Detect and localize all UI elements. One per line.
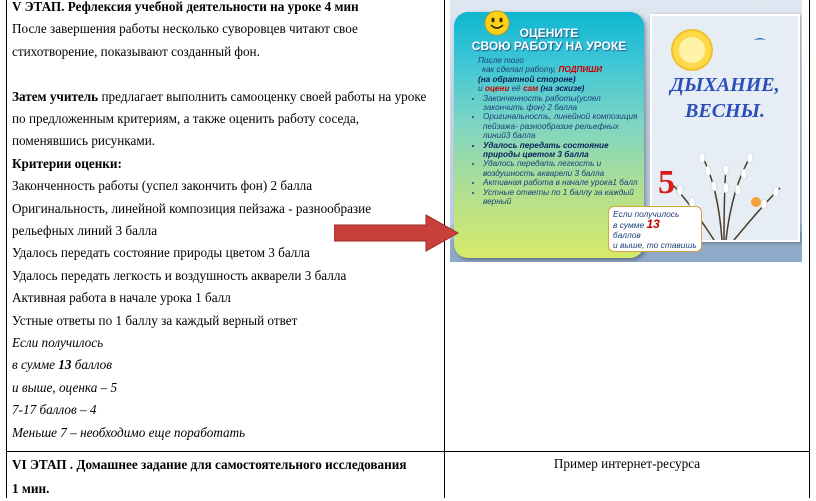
grade-line: и выше, оценка – 5: [12, 379, 118, 395]
grade-line: Если получилось: [12, 335, 104, 351]
grade-line: 7-17 баллов – 4: [12, 402, 97, 418]
criteria-item: Активная работа в начале урока 1 балл: [12, 290, 231, 306]
criteria-title: Критерии оценки:: [12, 155, 122, 171]
criteria-item: Устные ответы по 1 баллу за каждый верный ответ: [12, 312, 298, 328]
table-row-divider: [6, 451, 810, 452]
stage5-title: V ЭТАП. Рефлексия учебной деятельности на уроке 4 мин: [12, 0, 359, 14]
board-criteria-item: • Удалось передать состояние природы цветом 3 балла: [483, 141, 644, 160]
paragraph-line: стихотворение, показывают созданный фон.: [12, 43, 260, 59]
assessment-slide-image: [450, 0, 802, 262]
criteria-item: Оригинальность, линейной композиция пейзажа - разнообразие: [12, 200, 372, 216]
red-arrow-icon: [334, 213, 460, 253]
internet-resource-caption: Пример интернет-ресурса: [553, 456, 701, 471]
paragraph-line: Затем учитель предлагает выполнить самооценку своей работы на уроке: [12, 88, 427, 104]
criteria-item: Законченность работы (успел закончить фон) 2 балла: [12, 178, 313, 194]
poster-title-2: ВЕСНЫ.: [685, 100, 765, 122]
criteria-item: рельефных линий 3 балла: [12, 223, 158, 239]
board-criteria-item: • Удалось передать легкость и воздушность акварели 3 балла: [483, 159, 644, 178]
table-border-right: [809, 0, 810, 498]
teacher-bold: Затем учитель: [12, 88, 99, 104]
poster-grade: 5: [658, 164, 675, 201]
paragraph-line: После завершения работы несколько суворовцев читают свое: [12, 21, 358, 37]
board-criteria-item: • Законченность работы(успел закончить фон) 2 балла: [483, 94, 644, 113]
grade-line: в сумме 13 баллов: [12, 357, 112, 373]
table-border-left: [6, 0, 7, 498]
board-criteria-item: • Устные ответы по 1 баллу за каждый верный: [483, 188, 644, 207]
paragraph-line: по предложенным критериям, а также оценить работу соседа,: [12, 111, 360, 127]
grade-line: Меньше 7 – необходимо еще поработать: [12, 424, 246, 440]
criteria-item: Удалось передать состояние природы цветом 3 балла: [12, 245, 310, 261]
board-criteria: После того как сделал работу, ПОДПИШИ (на обратной стороне) и оцени её сам (на эскизе) • Законченность работы(успел закончить фон) 2 балла • Оригинальность, линейной композиция пейзажа- разнообразие рельефных линий3 балла • Удалось передать состояние природы цветом 3 балла • Удалось передать легкость и воздушность акварели 3 балла • Активная работа в начале урока1 балл • Устные ответы по 1 баллу за каждый верный: [474, 56, 644, 207]
criteria-item: Удалось передать легкость и воздушность акварели 3 балла: [12, 267, 347, 283]
score-note: Если получилось в сумме 13 баллов и выше, то ставишь: [608, 206, 702, 252]
board-title-1: ОЦЕНИТЕ: [519, 26, 579, 40]
board-title-2: СВОЮ РАБОТУ НА УРОКЕ: [471, 39, 627, 53]
poster-title-1: ДЫХАНИЕ,: [670, 74, 780, 96]
board-criteria-item: • Активная работа в начале урока1 балл: [483, 178, 644, 187]
stage6-title: VI ЭТАП . Домашнее задание для самостоятельного исследования 1 мин.: [12, 457, 407, 496]
board-criteria-item: • Оригинальность, линейной композиция пейзажа- разнообразие рельефных линий3 балла: [483, 112, 644, 140]
paragraph-line: поменявшись рисунками.: [12, 133, 156, 149]
